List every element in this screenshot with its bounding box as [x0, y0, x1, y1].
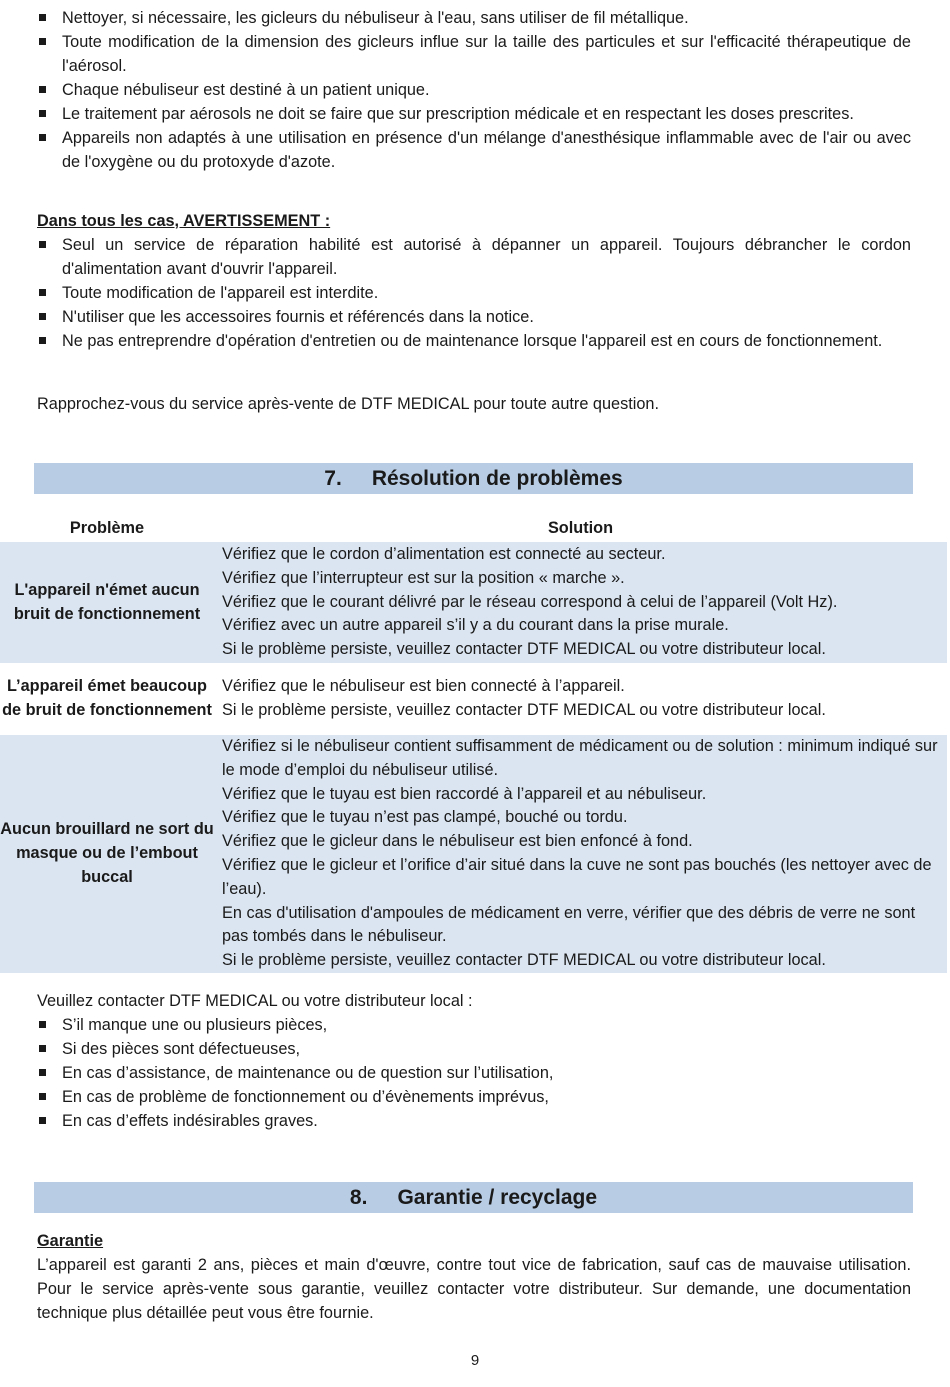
- precautions-list: [37, 6, 911, 174]
- solution-line: Vérifiez que le tuyau n’est pas clampé, bouché ou tordu.: [222, 808, 628, 827]
- section-7-heading: [34, 463, 913, 494]
- warning-heading: Dans tous les cas, AVERTISSEMENT :: [37, 212, 331, 230]
- list-item: Le traitement par aérosols ne doit se faire que sur prescription médicale et en respectant les doses prescrites.: [37, 102, 911, 126]
- table-header-row: [0, 516, 947, 542]
- solution-column-header: Solution: [547, 519, 614, 538]
- troubleshooting-table: [0, 516, 947, 973]
- solution-line: Vérifiez que le tuyau est bien raccordé à l’appareil et au nébuliseur.: [222, 784, 707, 803]
- list-item: Toute modification de la dimension des gicleurs influe sur la taille des particules et sur l'efficacité thérapeutique de l'aérosol.: [37, 30, 911, 78]
- list-item: En cas d’effets indésirables graves.: [37, 1109, 911, 1133]
- list-item: Si des pièces sont défectueuses,: [37, 1037, 911, 1061]
- page-number: 9: [470, 1352, 480, 1369]
- solution-line: Vérifiez si le nébuliseur contient suffisamment de médicament ou de solution : minimum indiqué sur le mode d’emploi du nébuliseur utilisé.: [222, 737, 938, 779]
- contact-intro: Veuillez contacter DTF MEDICAL ou votre distributeur local :: [37, 992, 473, 1010]
- section-title: Résolution de problèmes: [371, 467, 623, 490]
- problem-cell: L’appareil émet beaucoup de bruit de fonctionnement: [0, 663, 214, 735]
- section-title: Garantie / recyclage: [397, 1186, 598, 1209]
- solution-line: Vérifiez que le courant délivré par le réseau correspond à celui de l’appareil (Volt Hz).: [222, 592, 838, 611]
- section-number: 7.: [324, 467, 342, 490]
- list-item: Toute modification de l'appareil est interdite.: [37, 281, 911, 305]
- solution-line: Vérifiez que le nébuliseur est bien connecté à l’appareil.: [222, 677, 625, 696]
- contact-section: [37, 989, 911, 1133]
- list-item: Appareils non adaptés à une utilisation en présence d'un mélange d'anesthésique inflammable avec de l'air ou avec de l'oxygène ou du protoxyde d'azote.: [37, 126, 911, 174]
- list-item: Chaque nébuliseur est destiné à un patient unique.: [37, 78, 911, 102]
- problem-cell: Aucun brouillard ne sort du masque ou de l’embout buccal: [0, 735, 214, 973]
- list-item: Ne pas entreprendre d'opération d'entretien ou de maintenance lorsque l'appareil est en cours de fonctionnement.: [37, 329, 911, 353]
- warning-section: [37, 209, 911, 353]
- solution-line: En cas d'utilisation d'ampoules de médicament en verre, vérifier que des débris de verre ne sont pas tombés dans le nébuliseur.: [222, 903, 916, 946]
- problem-column-header: Problème: [69, 519, 145, 538]
- table-row: [0, 663, 947, 735]
- solution-line: Vérifiez avec un autre appareil s’il y a du courant dans la prise murale.: [222, 616, 729, 635]
- list-item: Nettoyer, si nécessaire, les gicleurs du nébuliseur à l'eau, sans utiliser de fil métallique.: [37, 6, 911, 30]
- list-item: Seul un service de réparation habilité est autorisé à dépanner un appareil. Toujours débrancher le cordon d'alimentation avant d'ouvrir l'appareil.: [37, 233, 911, 281]
- solution-cell: [214, 542, 947, 663]
- table-row: [0, 542, 947, 663]
- solution-cell: [214, 735, 947, 973]
- warranty-text: L’appareil est garanti 2 ans, pièces et main d'œuvre, contre tout vice de fabrication, sauf cas de mauvaise utilisation. Pour le service après-vente sous garantie, veuillez contacter votre distributeur. Sur demande, une documentation technique plus détaillée peut vous être fournie.: [37, 1256, 911, 1322]
- solution-line: Vérifiez que le gicleur dans le nébuliseur est bien enfoncé à fond.: [222, 832, 693, 851]
- solution-line: Si le problème persiste, veuillez contacter DTF MEDICAL ou votre distributeur local.: [222, 951, 826, 970]
- problem-cell: L'appareil n'émet aucun bruit de fonctionnement: [0, 542, 214, 663]
- list-item: En cas d’assistance, de maintenance ou de question sur l’utilisation,: [37, 1061, 911, 1085]
- solution-line: Vérifiez que le gicleur et l’orifice d’air situé dans la cuve ne sont pas bouchés (les nettoyer avec de l’eau).: [222, 856, 932, 898]
- solution-line: Vérifiez que le cordon d’alimentation est connecté au secteur.: [222, 545, 666, 563]
- warranty-section: [37, 1229, 911, 1325]
- section-8-heading: [34, 1182, 913, 1213]
- solution-cell: [214, 663, 947, 735]
- list-item: S’il manque une ou plusieurs pièces,: [37, 1013, 911, 1037]
- table-row: [0, 735, 947, 973]
- warranty-heading: Garantie: [37, 1232, 104, 1250]
- after-sales-note: Rapprochez-vous du service après-vente de DTF MEDICAL pour toute autre question.: [37, 395, 660, 413]
- list-item: En cas de problème de fonctionnement ou d’évènements imprévus,: [37, 1085, 911, 1109]
- solution-line: Si le problème persiste, veuillez contacter DTF MEDICAL ou votre distributeur local.: [222, 640, 826, 659]
- solution-line: Si le problème persiste, veuillez contacter DTF MEDICAL ou votre distributeur local.: [222, 701, 826, 719]
- list-item: N'utiliser que les accessoires fournis et référencés dans la notice.: [37, 305, 911, 329]
- solution-line: Vérifiez que l’interrupteur est sur la position « marche ».: [222, 568, 625, 587]
- section-number: 8.: [349, 1186, 368, 1209]
